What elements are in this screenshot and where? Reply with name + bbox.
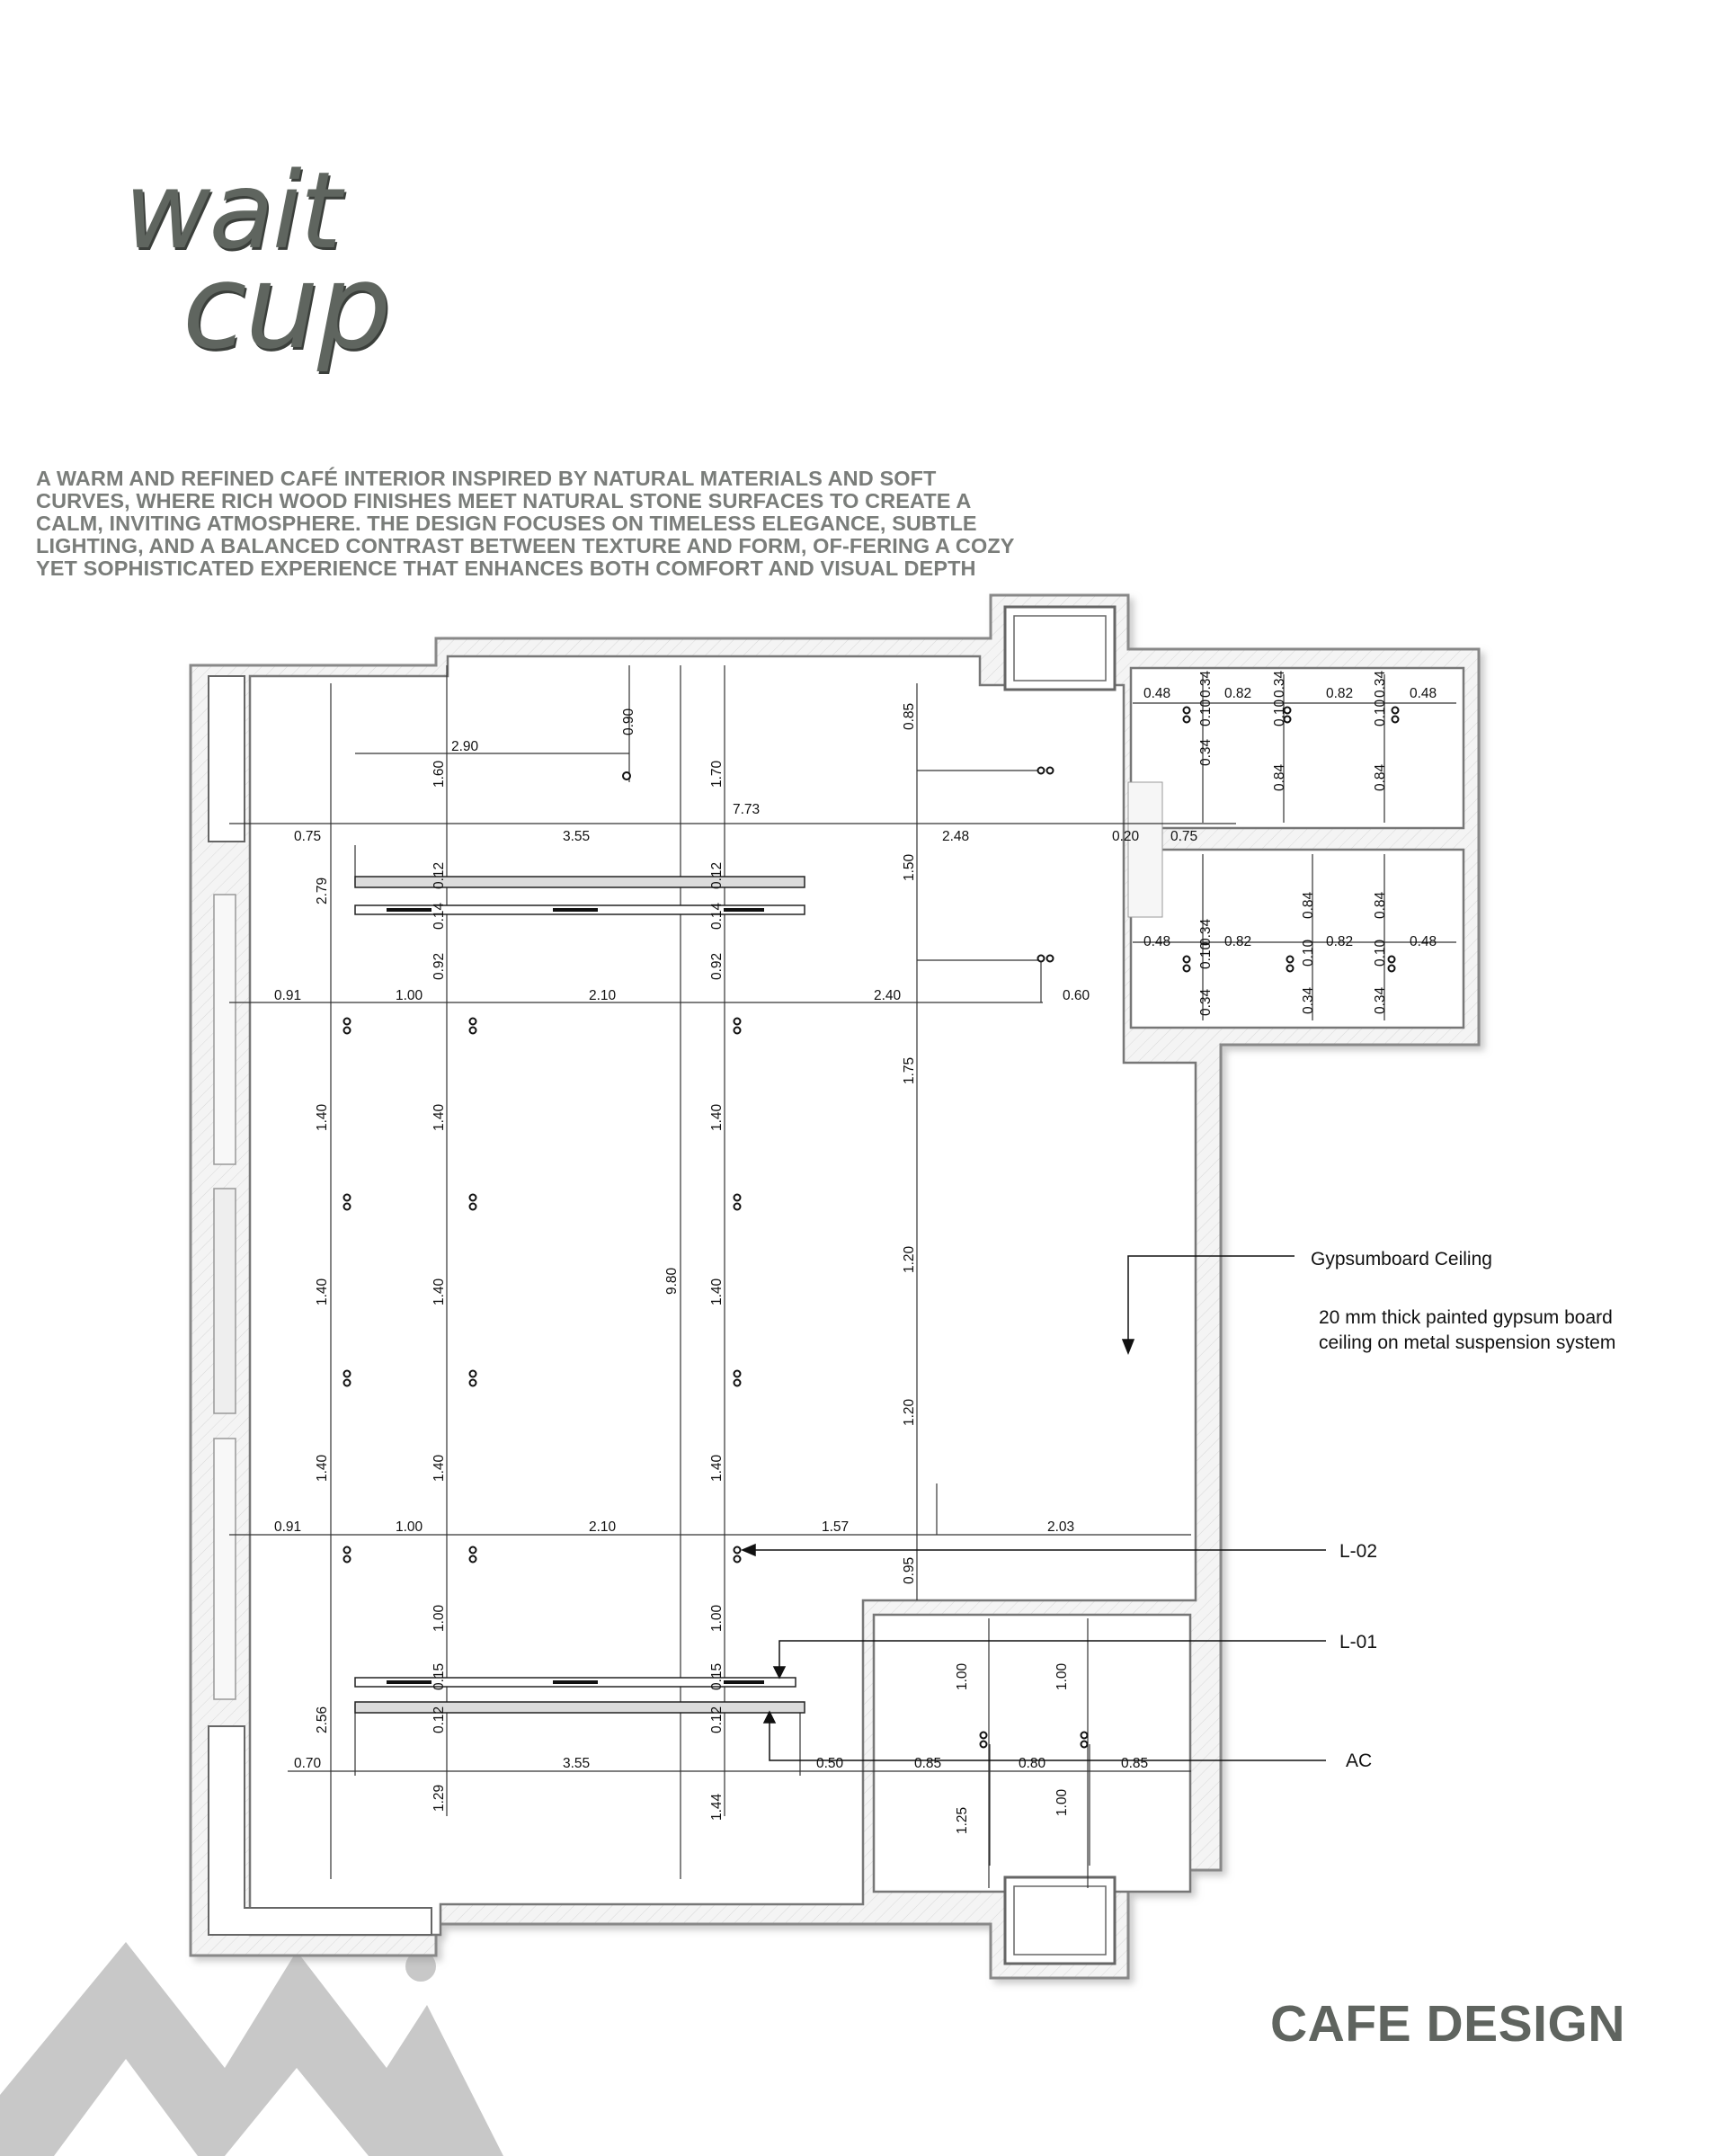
dim-text: 3.55 [563, 1756, 591, 1771]
dim-text: 0.15 [432, 1662, 447, 1690]
dim-text: 0.95 [902, 1556, 917, 1584]
dim-text: 0.12 [709, 1706, 725, 1733]
dim-text: 0.34 [1301, 986, 1316, 1014]
dim-text: 3.55 [563, 829, 591, 844]
dim-text: 1.00 [1054, 1788, 1070, 1816]
pendant-light [623, 772, 630, 780]
logo-word-wait: wait [124, 148, 340, 272]
dim-text: 1.40 [709, 1278, 725, 1305]
dim-text: 2.79 [315, 877, 330, 904]
dim-text: 1.40 [709, 1454, 725, 1482]
dim-text: 0.85 [914, 1756, 942, 1771]
dim-text: 1.40 [709, 1103, 725, 1131]
dim-text: 0.82 [1224, 934, 1252, 949]
dim-text: 1.50 [902, 853, 917, 881]
label-l01: L-01 [1339, 1632, 1378, 1653]
dim-text: 0.80 [1019, 1756, 1046, 1771]
dim-text: 1.40 [315, 1278, 330, 1305]
dim-text: 0.12 [432, 861, 447, 889]
dim-text: 0.20 [1112, 829, 1140, 844]
dim-text: 0.10 [1301, 939, 1316, 967]
left-window-1 [214, 895, 236, 1164]
dim-text: 0.91 [274, 988, 302, 1003]
dim-text: 0.84 [1373, 763, 1388, 791]
label-ceiling-desc-2: ceiling on metal suspension system [1319, 1332, 1616, 1353]
dim-text: 0.85 [902, 702, 917, 730]
left-window-2 [214, 1189, 236, 1413]
dim-text: 0.48 [1143, 686, 1171, 701]
dim-text: 1.40 [432, 1103, 447, 1131]
dim-text: 1.00 [432, 1604, 447, 1632]
dim-text: 2.90 [451, 739, 479, 754]
column-bottom [1005, 1877, 1115, 1964]
left-pillar-top [209, 676, 245, 842]
dim-text: 0.14 [709, 902, 725, 930]
dim-text: 0.48 [1143, 934, 1171, 949]
dim-text: 0.48 [1410, 686, 1437, 701]
dim-text: 0.92 [432, 952, 447, 980]
dim-text: 0.70 [294, 1756, 322, 1771]
dim-text: 1.44 [709, 1793, 725, 1821]
dim-text: 1.00 [955, 1662, 970, 1690]
dim-text: 1.20 [902, 1398, 917, 1426]
dim-text: 1.57 [822, 1519, 850, 1535]
dim-text: 0.34 [1198, 988, 1214, 1016]
dim-text: 2.48 [942, 829, 970, 844]
dim-text: 0.84 [1272, 763, 1287, 791]
dim-text: 0.12 [709, 861, 725, 889]
dim-text: 0.34 [1373, 986, 1388, 1014]
dim-text: 0.15 [709, 1662, 725, 1690]
dim-text: 0.34 [1373, 670, 1388, 698]
intro-paragraph: A WARM AND REFINED CAFÉ INTERIOR INSPIRED BY NATURAL MATERIALS AND SOFT CURVES, WHERE RICH WOOD FINISHES MEET NATURAL STONE SURFACES TO CREATE A CALM, INVITING ATMOSPHERE. THE DESIGN FOCUSES ON TIMELESS ELEGANCE, SUBTLE LIGHTING, AND A BALANCED CONTRAST BETWEEN TEXTURE AND FORM, OF-FERING A COZY YET SOPHISTICATED EXPERIENCE THAT ENHANCES BOTH COMFORT AND VISUAL DEPTH [36, 467, 1015, 580]
dim-text: 0.50 [816, 1756, 844, 1771]
label-ceiling-desc-1: 20 mm thick painted gypsum board [1319, 1307, 1613, 1328]
dim-text: 0.92 [709, 952, 725, 980]
dim-text: 1.40 [315, 1454, 330, 1482]
logo-word-cup: cup [182, 238, 390, 375]
dim-text: 0.60 [1063, 988, 1090, 1003]
dim-text: 2.10 [589, 988, 617, 1003]
dim-text: 0.12 [432, 1706, 447, 1733]
dim-text: 0.14 [432, 902, 447, 930]
dim-text: 9.80 [664, 1267, 680, 1295]
dim-text: 0.48 [1410, 934, 1437, 949]
dim-text: 0.90 [621, 708, 636, 735]
dim-text: 0.10 [1272, 699, 1287, 726]
column-top [1005, 607, 1115, 690]
dim-text: 0.10 [1198, 941, 1214, 969]
dim-text: 1.40 [432, 1454, 447, 1482]
dim-text: 0.84 [1301, 891, 1316, 919]
dim-text: 0.10 [1198, 699, 1214, 726]
dim-text: 0.75 [294, 829, 322, 844]
dim-text: 0.82 [1224, 686, 1252, 701]
dim-text: 0.10 [1373, 699, 1388, 726]
dim-text: 1.00 [1054, 1662, 1070, 1690]
dim-text: 1.00 [396, 988, 423, 1003]
dim-text: 1.60 [432, 760, 447, 788]
dim-text: 0.10 [1373, 939, 1388, 967]
label-ac: AC [1346, 1751, 1373, 1771]
left-window-3 [214, 1439, 236, 1699]
dim-text: 1.00 [396, 1519, 423, 1535]
dim-text: 0.34 [1272, 670, 1287, 698]
dim-text: 7.73 [733, 802, 761, 817]
dim-text: 1.00 [709, 1604, 725, 1632]
dim-text: 1.70 [709, 760, 725, 788]
dim-text: 1.75 [902, 1056, 917, 1084]
dim-text: 1.40 [315, 1103, 330, 1131]
page-title: CAFE DESIGN [1269, 1995, 1625, 2053]
dim-text: 1.29 [432, 1784, 447, 1812]
dim-text: 0.75 [1170, 829, 1198, 844]
dim-text: 2.40 [874, 988, 902, 1003]
dim-text: 0.85 [1121, 1756, 1149, 1771]
door-opening [1128, 782, 1162, 917]
dim-text: 2.56 [315, 1706, 330, 1733]
dim-text: 0.91 [274, 1519, 302, 1535]
dim-text: 0.82 [1326, 686, 1354, 701]
dim-text: 0.82 [1326, 934, 1354, 949]
lower-room [874, 1615, 1190, 1892]
dim-text: 0.34 [1198, 670, 1214, 698]
dim-text: 1.20 [902, 1245, 917, 1273]
label-gypsumboard-ceiling: Gypsumboard Ceiling [1311, 1249, 1492, 1270]
dim-text: 1.40 [432, 1278, 447, 1305]
dim-text: 2.10 [589, 1519, 617, 1535]
dim-text: 2.03 [1047, 1519, 1075, 1535]
dim-text: 0.84 [1373, 891, 1388, 919]
dim-text: 1.25 [955, 1806, 970, 1834]
label-l02: L-02 [1339, 1541, 1378, 1562]
dim-text: 0.34 [1198, 918, 1214, 946]
dim-text: 0.34 [1198, 738, 1214, 766]
